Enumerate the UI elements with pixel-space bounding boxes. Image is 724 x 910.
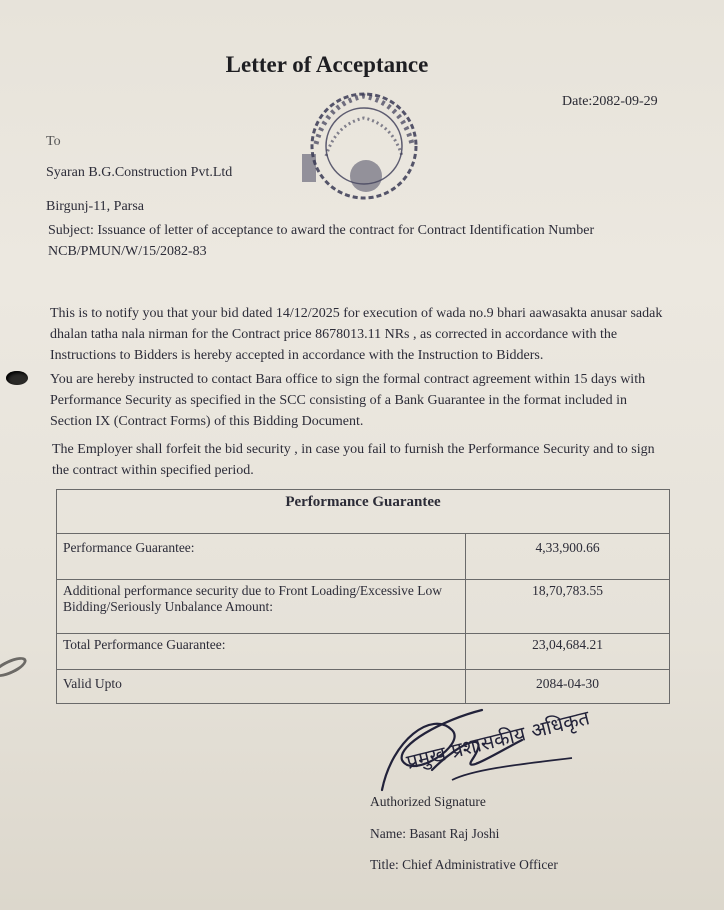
signatory-name: Name: Basant Raj Joshi	[370, 826, 500, 841]
table-row	[57, 534, 670, 580]
row-label: Valid Upto	[57, 670, 466, 704]
row-value: 23,04,684.21	[466, 634, 670, 670]
performance-guarantee-table	[56, 489, 670, 704]
body-paragraph-1: This is to notify you that your bid dated 14/12/2025 for execution of wada no.9 bhari aawasakta anusar sadak dhalan tatha nala nirman for the Contract price 8678013.11 NRs , as corrected in accordance with the Instructions to Bidders is hereby accepted in accordance with the Instruction to Bidders.	[50, 306, 663, 363]
row-label: Performance Guarantee:	[57, 534, 466, 580]
page-title: Letter of Acceptance	[225, 52, 429, 77]
table-row	[57, 670, 670, 704]
signatory-title: Title: Chief Administrative Officer	[370, 857, 558, 872]
table-heading: Performance Guarantee	[57, 490, 670, 534]
office-seal-icon	[296, 84, 432, 208]
table-row	[57, 580, 670, 634]
addressee-name: Syaran B.G.Construction Pvt.Ltd	[46, 165, 233, 180]
signature-stamp: प्रमुख प्रशासकीय अधिकृत	[403, 705, 592, 775]
body-paragraph-3: The Employer shall forfeit the bid security , in case you fail to furnish the Performance Security and to sign the contract within specified period.	[52, 442, 655, 478]
row-value: 18,70,783.55	[466, 580, 670, 634]
row-label: Total Performance Guarantee:	[57, 634, 466, 670]
row-label: Additional performance security due to Front Loading/Excessive Low Bidding/Seriously Unbalance Amount:	[57, 580, 466, 634]
table-row	[57, 634, 670, 670]
subject-line: Subject: Issuance of letter of acceptance to award the contract for Contract Identification Number NCB/PMUN/W/15/2082-83	[48, 223, 595, 259]
addressee-address: Birgunj-11, Parsa	[46, 199, 144, 214]
salutation-to: To	[46, 134, 61, 149]
body-paragraph-2: You are hereby instructed to contact Bara office to sign the formal contract agreement within 15 days with Performance Security as specified in the SCC consisting of a Bank Guarantee in the format included in Section IX (Contract Forms) of this Bidding Document.	[50, 372, 646, 429]
signature-label: Authorized Signature	[370, 794, 486, 809]
row-value: 4,33,900.66	[466, 534, 670, 580]
row-value: 2084-04-30	[466, 670, 670, 704]
letter-date: Date:2082-09-29	[562, 94, 658, 109]
binder-hole	[6, 371, 28, 385]
